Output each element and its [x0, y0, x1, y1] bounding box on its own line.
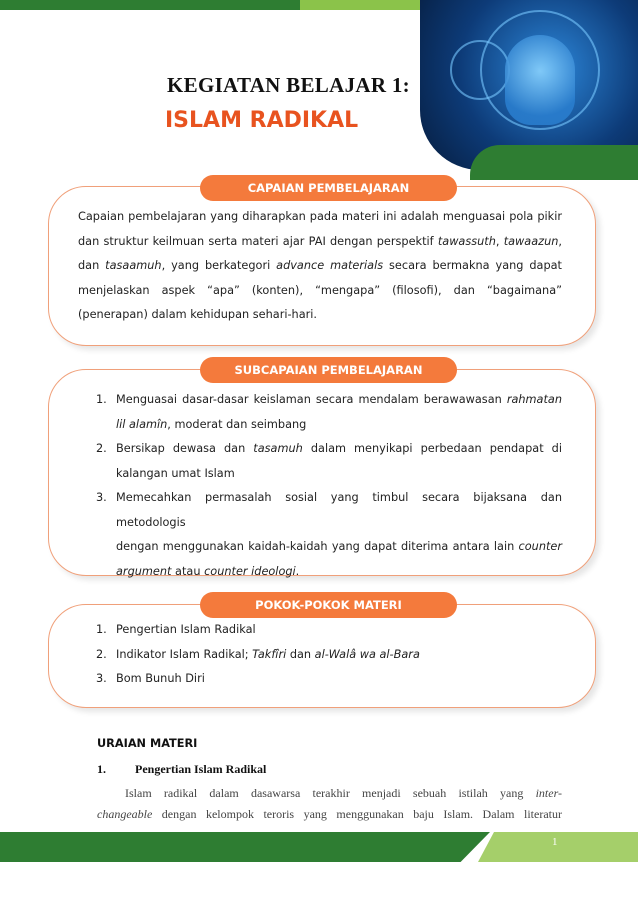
page-title: KEGIATAN BELAJAR 1:	[167, 73, 410, 97]
header-accent-green	[470, 145, 638, 180]
uraian-heading: URAIAN MATERI	[97, 737, 198, 750]
list-item: 3. Memecahkan permasalah sosial yang timbul secara bijaksana dan metodologis dengan menggunakan kaidah-kaidah yang dapat diterima antara lain counter argument atau counter ideologi.	[96, 491, 562, 578]
pokok-list	[96, 618, 562, 692]
list-item: 2. Indikator Islam Radikal; Takfîri dan al-Walâ wa al-Bara	[96, 647, 420, 661]
capaian-label: CAPAIAN PEMBELAJARAN	[200, 175, 457, 201]
hologram-ring-small	[450, 40, 510, 100]
list-item: 2. Bersikap dewasa dan tasamuh dalam menyikapi perbedaan pendapat di kalangan umat Islam	[96, 442, 562, 480]
capaian-line: Capaian pembelajaran yang diharapkan pada materi ini adalah menguasai pola pikir	[78, 210, 562, 223]
body-paragraph-line: Islam radikal dalam dasawarsa terakhir menjadi sebuah istilah yang inter-	[125, 786, 562, 800]
capaian-line: menjelaskan aspek “apa” (konten), “mengapa” (filosofi), dan “bagaimana”	[78, 283, 562, 297]
section-heading: 1. Pengertian Islam Radikal	[97, 762, 267, 776]
list-item: 3. Bom Bunuh Diri	[96, 672, 205, 685]
bottom-band-light-green	[478, 832, 638, 862]
capaian-line: (penerapan) dalam kehidupan sehari-hari.	[78, 308, 318, 321]
page-number: 1	[552, 836, 558, 848]
hand-icon	[505, 35, 575, 125]
subcapaian-label: SUBCAPAIAN PEMBELAJARAN	[200, 357, 457, 383]
page-subtitle: ISLAM RADIKAL	[165, 108, 359, 133]
bottom-band-dark-green	[0, 832, 490, 862]
body-paragraph-line: changeable dengan kelompok teroris yang menggunakan baju Islam. Dalam literatur	[97, 807, 562, 821]
pokok-label: POKOK-POKOK MATERI	[200, 592, 457, 618]
capaian-line: dan tasaamuh, yang berkategori advance materials secara bermakna yang dapat	[78, 259, 562, 272]
capaian-text	[78, 205, 562, 328]
list-item: 1. Pengertian Islam Radikal	[96, 623, 256, 636]
top-band-dark-green	[0, 0, 300, 10]
capaian-line: dan struktur keilmuan serta materi ajar PAI dengan perspektif tawassuth, tawaazun,	[78, 234, 562, 248]
bottom-decor-band	[0, 832, 638, 862]
list-item: 1. Menguasai dasar-dasar keislaman secara mendalam berawawasan rahmatan lil alamîn, moderat dan seimbang	[96, 393, 562, 431]
subcapaian-list	[96, 388, 562, 584]
